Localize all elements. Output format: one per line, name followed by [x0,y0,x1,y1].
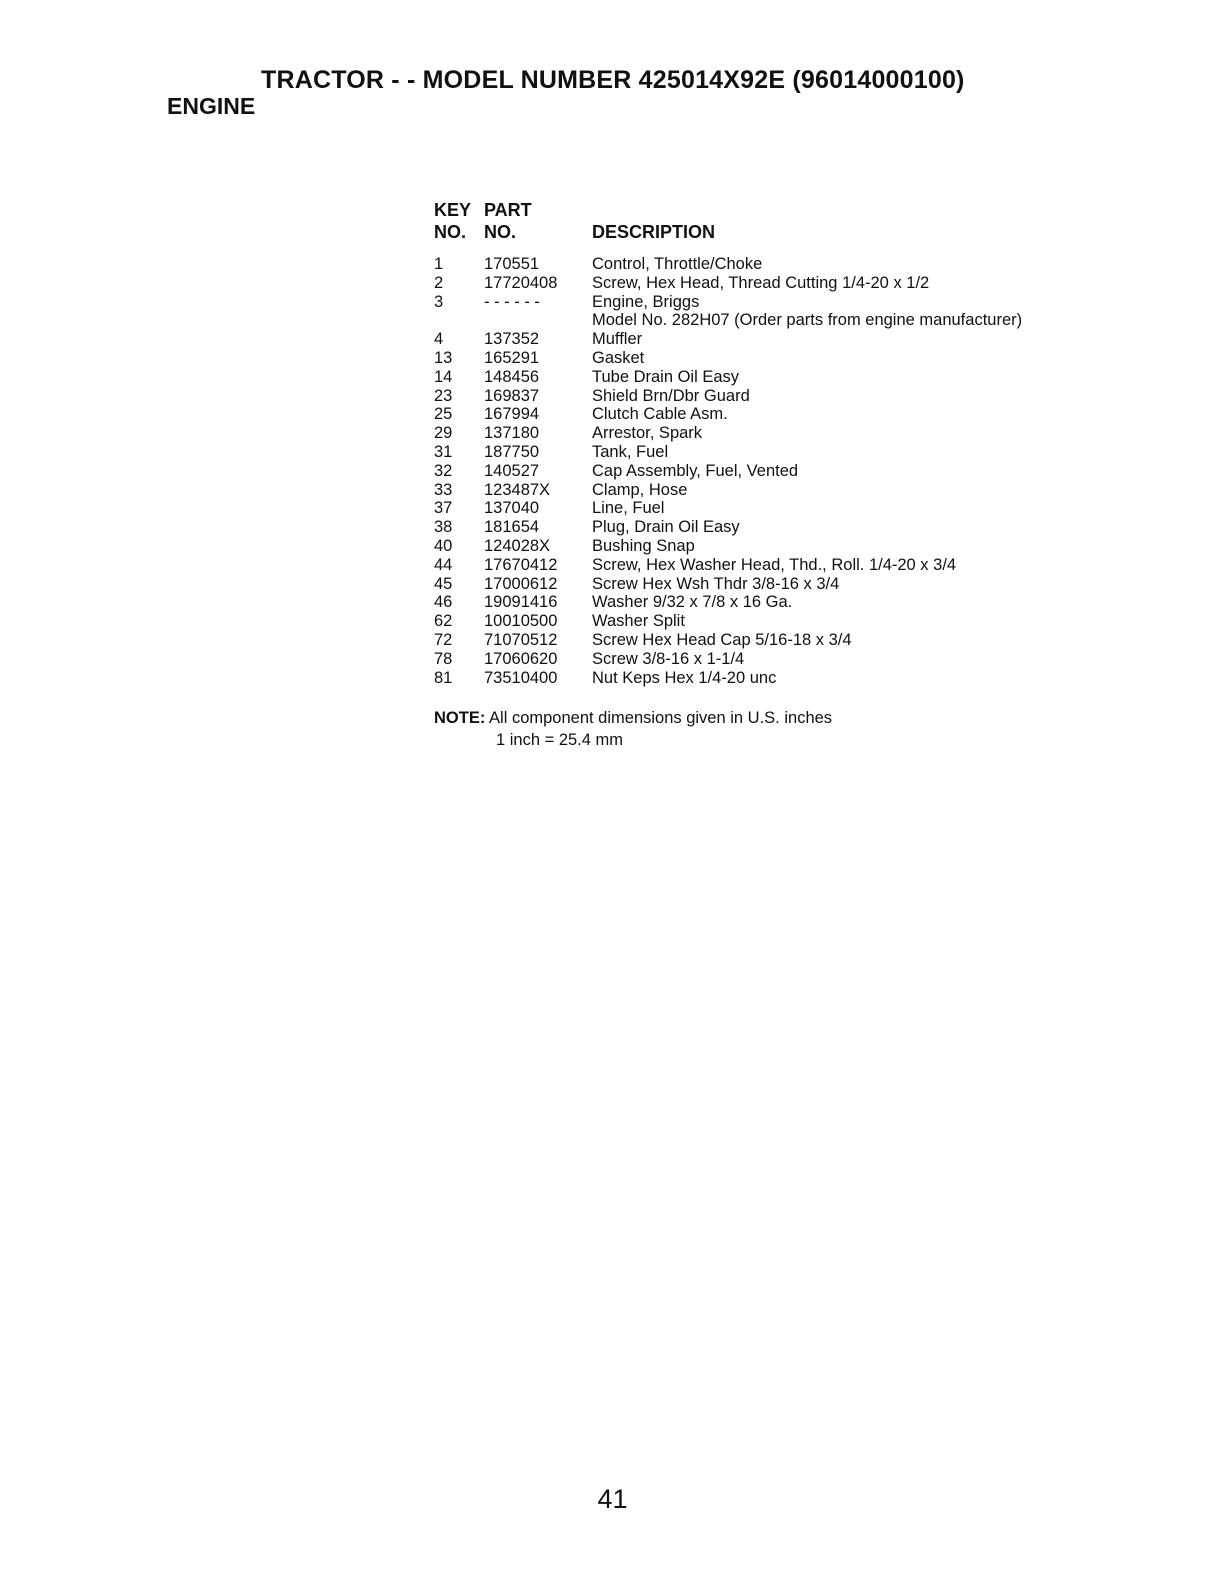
list-item [434,481,1134,500]
key-number: 14 [434,367,453,386]
part-description: Washer 9/32 x 7/8 x 16 Ga. [592,593,793,612]
list-item [434,669,1134,688]
part-description: Line, Fuel [592,499,665,518]
list-item [434,575,1134,594]
note-label: NOTE: [434,709,486,727]
part-description: Arrestor, Spark [592,424,703,443]
part-description: Nut Keps Hex 1/4-20 unc [592,668,777,687]
note-conversion: 1 inch = 25.4 mm [496,731,624,749]
list-item [434,462,1134,481]
list-item [434,499,1134,518]
key-number: 62 [434,612,453,631]
part-description: Bushing Snap [592,536,695,555]
part-description: Gasket [592,348,645,367]
part-number: 17060620 [484,649,558,668]
list-item [434,593,1134,612]
key-number: 1 [434,255,444,273]
key-number: 46 [434,593,453,612]
part-description: Model No. 282H07 (Order parts from engine manufacturer) [592,311,1023,330]
part-description: Screw Hex Head Cap 5/16-18 x 3/4 [592,630,852,649]
part-description: Plug, Drain Oil Easy [592,518,740,537]
key-number: 32 [434,461,453,480]
key-header-line2: NO. [434,222,467,242]
part-description: Clutch Cable Asm. [592,405,728,424]
part-number: 17000612 [484,574,558,593]
part-description: Screw, Hex Head, Thread Cutting 1/4-20 x 1/2 [592,273,930,292]
list-item [434,368,1134,387]
list-item [434,274,1134,293]
key-number: 40 [434,536,453,555]
list-item [434,293,1134,312]
page-number: 41 [597,1484,628,1514]
note-text: All component dimensions given in U.S. inches [489,709,833,727]
list-item [434,255,1134,274]
list-item [434,311,1134,330]
key-number: 3 [434,292,444,311]
key-number: 29 [434,424,453,443]
part-number: 73510400 [484,668,558,687]
part-number: 148456 [484,367,540,386]
parts-list [434,255,1134,687]
key-number: 45 [434,574,453,593]
description-header: DESCRIPTION [592,222,716,242]
key-number: 31 [434,442,453,461]
part-number: 187750 [484,442,540,461]
note [434,707,832,729]
list-item [434,349,1134,368]
list-item [434,612,1134,631]
page-title: TRACTOR - - MODEL NUMBER 425014X92E (96014000100) [261,66,965,94]
list-item [434,330,1134,349]
part-description: Tank, Fuel [592,442,669,461]
part-description: Clamp, Hose [592,480,688,499]
part-description: Screw Hex Wsh Thdr 3/8-16 x 3/4 [592,574,840,593]
part-number: 170551 [484,255,540,273]
part-number: - - - - - - [484,292,540,311]
part-number: 10010500 [484,612,558,631]
part-number: 167994 [484,405,540,424]
key-number: 2 [434,273,444,292]
part-description: Cap Assembly, Fuel, Vented [592,461,799,480]
list-item [434,424,1134,443]
key-number: 25 [434,405,453,424]
part-description: Shield Brn/Dbr Guard [592,386,750,405]
key-number: 37 [434,499,453,518]
part-number: 71070512 [484,630,558,649]
key-number: 72 [434,630,453,649]
part-number: 17720408 [484,273,558,292]
list-item [434,405,1134,424]
list-item [434,556,1134,575]
part-description: Control, Throttle/Choke [592,255,763,273]
part-number: 124028X [484,536,551,555]
part-description: Washer Split [592,612,685,631]
list-item [434,537,1134,556]
list-item [434,387,1134,406]
part-number: 181654 [484,518,540,537]
key-header-line1: KEY [434,200,472,220]
list-item [434,443,1134,462]
key-number: 13 [434,348,453,367]
key-number: 33 [434,480,453,499]
part-description: Tube Drain Oil Easy [592,367,740,386]
key-number: 44 [434,555,453,574]
list-item [434,518,1134,537]
part-number: 137352 [484,330,540,349]
list-item [434,650,1134,669]
part-number: 17670412 [484,555,558,574]
part-number: 137040 [484,499,540,518]
part-number: 19091416 [484,593,558,612]
part-number: 137180 [484,424,540,443]
key-number: 4 [434,330,444,349]
key-number: 38 [434,518,453,537]
part-number: 165291 [484,348,540,367]
list-item [434,631,1134,650]
part-description: Muffler [592,330,643,349]
part-number: 140527 [484,461,540,480]
part-number: 169837 [484,386,540,405]
section-heading: ENGINE [167,93,256,119]
part-description: Screw, Hex Washer Head, Thd., Roll. 1/4-20 x 3/4 [592,555,957,574]
part-number: 123487X [484,480,551,499]
key-number: 23 [434,386,453,405]
part-description: Engine, Briggs [592,292,700,311]
key-number: 78 [434,649,453,668]
part-header-line1: PART [484,200,532,220]
part-header-line2: NO. [484,222,517,242]
key-number: 81 [434,668,453,687]
part-description: Screw 3/8-16 x 1-1/4 [592,649,745,668]
